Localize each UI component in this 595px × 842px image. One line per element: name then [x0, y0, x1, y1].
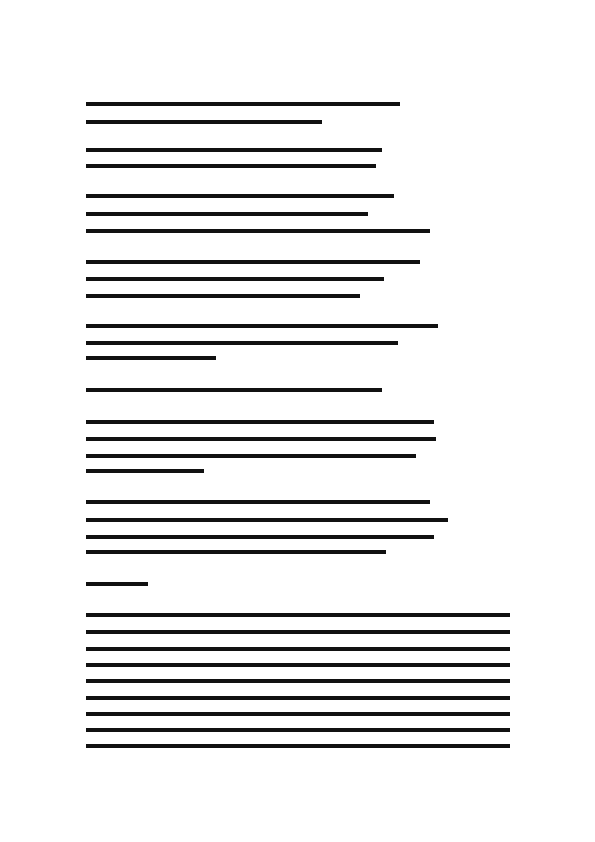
illegible-text-line	[86, 728, 510, 732]
illegible-text-line	[86, 744, 510, 748]
illegible-text-line	[86, 535, 434, 539]
illegible-text-line	[86, 102, 400, 106]
illegible-text-line	[86, 712, 510, 716]
illegible-text-line	[86, 437, 436, 441]
illegible-text-line	[86, 120, 322, 124]
illegible-text-line	[86, 148, 382, 152]
illegible-text-line	[86, 630, 510, 634]
illegible-text-line	[86, 518, 448, 522]
illegible-text-line	[86, 277, 384, 281]
illegible-text-line	[86, 294, 360, 298]
illegible-text-line	[86, 679, 510, 683]
illegible-text-line	[86, 454, 416, 458]
illegible-text-line	[86, 164, 376, 168]
illegible-section-heading	[86, 582, 148, 586]
illegible-text-line	[86, 469, 204, 473]
illegible-text-line	[86, 420, 434, 424]
illegible-text-line	[86, 647, 510, 651]
illegible-text-line	[86, 500, 430, 504]
illegible-text-line	[86, 260, 420, 264]
illegible-text-line	[86, 356, 216, 360]
illegible-text-line	[86, 550, 386, 554]
illegible-text-line	[86, 663, 510, 667]
illegible-text-line	[86, 613, 510, 617]
illegible-text-line	[86, 324, 438, 328]
illegible-text-line	[86, 194, 394, 198]
illegible-text-line	[86, 388, 382, 392]
illegible-text-line	[86, 229, 430, 233]
illegible-text-line	[86, 341, 398, 345]
illegible-text-line	[86, 212, 368, 216]
illegible-text-line	[86, 696, 510, 700]
